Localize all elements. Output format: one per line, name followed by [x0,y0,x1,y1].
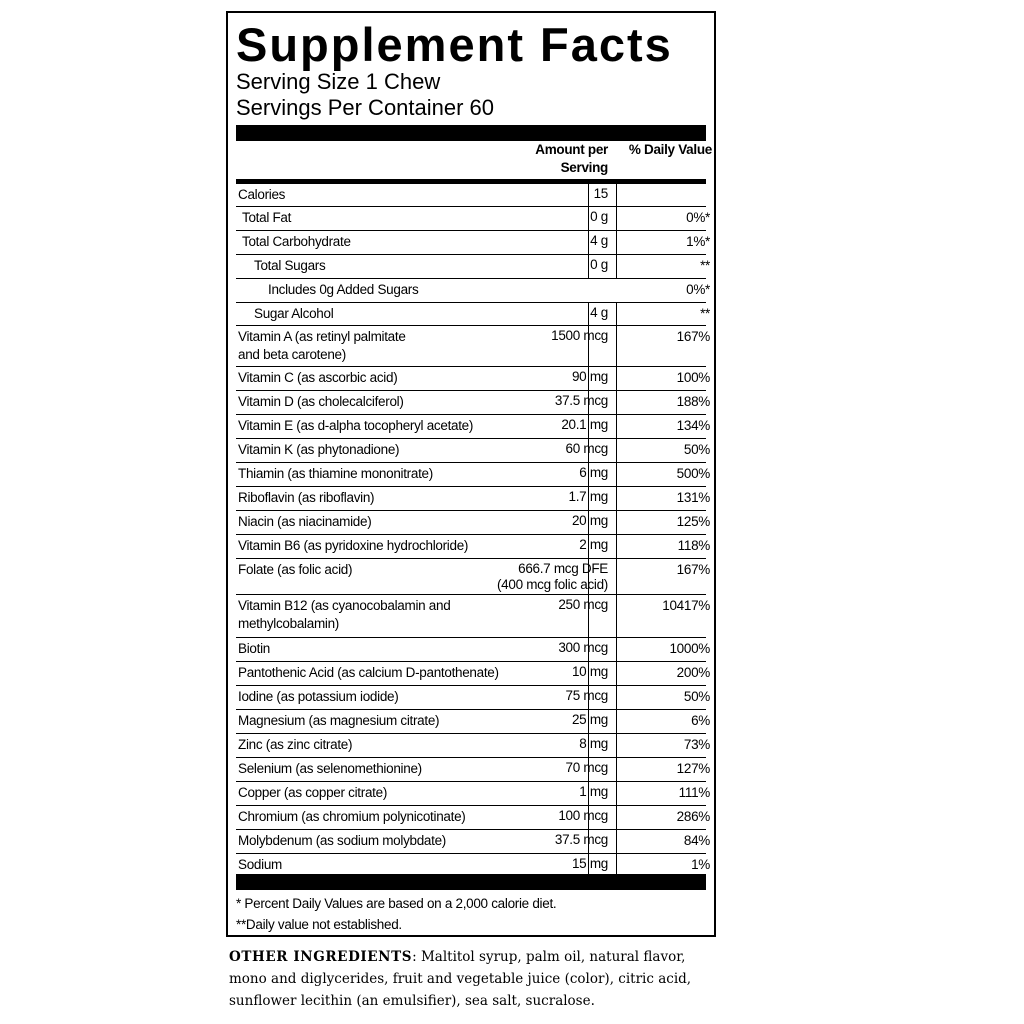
nutrient-name-line: Riboflavin (as riboflavin) [238,490,375,505]
daily-value: 10417% [662,598,710,613]
amount-per-serving [555,832,608,848]
column-divider [616,487,617,510]
nutrient-name [238,712,439,730]
daily-value: 0%* [686,282,710,297]
daily-value: 134% [676,418,710,433]
amount-line: 1 mg [579,784,608,799]
amount-line: 0 g [590,257,608,272]
nutrient-name-line: Vitamin B12 (as cyanocobalamin and [238,598,451,613]
nutrient-name [238,664,499,682]
amount-line: (400 mcg folic acid) [496,577,608,592]
table-row-total-carbohydrate [236,231,710,255]
amount-per-serving [579,736,608,752]
column-divider [616,806,617,829]
nutrient-name [238,465,433,483]
nutrient-name [268,281,418,299]
daily-value: 125% [676,514,710,529]
table-row-biotin [236,638,710,662]
column-divider [588,231,589,254]
nutrient-name [238,186,285,204]
other-ingredients-label: OTHER INGREDIENTS [229,949,413,965]
amount-per-serving [594,186,608,202]
nutrient-name [238,417,473,435]
table-row-total-fat [236,207,710,231]
nutrient-name [238,688,398,706]
nutrient-name-line: Vitamin C (as ascorbic acid) [238,370,398,385]
table-row-vitamin-k [236,439,710,463]
amount-per-serving [558,640,608,656]
column-header-daily-value: % Daily Value [628,142,712,157]
amount-per-serving [569,489,608,505]
column-divider [616,734,617,757]
nutrient-name-line: Vitamin D (as cholecalciferol) [238,394,404,409]
amount-per-serving [579,465,608,481]
amount-per-serving [579,784,608,800]
nutrient-name [238,441,399,459]
column-divider [616,758,617,781]
daily-value: 84% [683,833,710,848]
nutrient-name [238,736,352,754]
amount-per-serving [572,712,608,728]
amount-line: 2 mg [579,537,608,552]
column-header-amount-line2: Serving [560,160,608,175]
daily-value: 100% [676,370,710,385]
column-divider [616,463,617,486]
table-row-niacin [236,511,710,535]
amount-line: 37.5 mcg [554,832,608,847]
column-divider [616,439,617,462]
amount-per-serving [566,760,608,776]
column-divider [616,303,617,325]
amount-per-serving [572,513,608,529]
panel-title: Supplement Facts [236,18,673,71]
amount-line: 4 g [590,233,608,248]
amount-per-serving [555,393,608,409]
amount-line: 70 mcg [565,760,608,775]
amount-line: 90 mg [571,369,608,384]
daily-value: 73% [683,737,710,752]
column-divider [616,231,617,254]
nutrient-name [238,561,352,579]
daily-value: 200% [676,665,710,680]
daily-value: 1% [691,857,710,872]
nutrient-name-line: Sodium [238,857,282,872]
nutrient-name-line: Total Fat [242,210,292,225]
nutrient-name-line: Zinc (as zinc citrate) [238,737,353,752]
daily-value: 167% [676,562,710,577]
nutrient-name-line: Copper (as copper citrate) [238,785,388,800]
nutrient-name [238,369,397,387]
amount-line: 1.7 mg [568,489,608,504]
column-divider [616,255,617,278]
amount-line: 75 mcg [565,688,608,703]
column-divider [616,595,617,637]
daily-value: 167% [676,329,710,344]
nutrient-name-line: Selenium (as selenomethionine) [238,761,422,776]
nutrient-name-line: Niacin (as niacinamide) [238,514,372,529]
amount-per-serving [566,688,608,704]
other-ingredients [229,946,709,1012]
daily-value: 6% [691,713,710,728]
table-row-molybdenum [236,830,710,854]
table-row-thiamin [236,463,710,487]
nutrient-name-line: Calories [238,187,286,202]
other-ingredients-text: : Maltitol syrup, palm oil, natural flavor, mono and diglycerides, fruit and vegetable juice (color), citric acid, sunflower lecithin (an emulsifier), sea salt, sucralose. [229,949,692,1009]
nutrient-name [238,640,270,658]
table-row-riboflavin [236,487,710,511]
column-divider [616,662,617,685]
amount-per-serving [561,417,608,433]
nutrient-name [238,760,422,778]
amount-per-serving [590,305,608,321]
amount-line: 25 mg [571,712,608,727]
nutrient-name [238,856,282,874]
table-row-selenium [236,758,710,782]
amount-line: 20 mg [571,513,608,528]
amount-line: 4 g [590,305,608,320]
nutrient-name [238,537,468,555]
amount-per-serving [551,328,608,344]
amount-line: 6 mg [579,465,608,480]
nutrient-name-line: Biotin [238,641,270,656]
nutrient-name-line: Sugar Alcohol [254,306,334,321]
amount-line: 15 [593,186,608,201]
amount-per-serving [579,537,608,553]
amount-line: 666.7 mcg DFE [518,561,608,576]
daily-value: 131% [676,490,710,505]
nutrient-name-line: Chromium (as chromium polynicotinate) [238,809,466,824]
nutrient-name [254,305,333,323]
daily-value: 111% [678,785,710,800]
amount-per-serving [572,664,608,680]
table-row-vitamin-d [236,391,710,415]
nutrient-name [242,233,351,251]
amount-per-serving [572,856,608,872]
nutrient-name [238,328,406,364]
amount-per-serving [590,257,608,273]
column-divider [616,710,617,733]
nutrient-name-line: Vitamin A (as retinyl palmitate [238,329,406,344]
nutrient-name-line: Total Carbohydrate [242,234,351,249]
column-divider [616,535,617,558]
nutrient-name [238,597,450,633]
nutrient-name-line: Magnesium (as magnesium citrate) [238,713,440,728]
daily-value: 50% [683,442,710,457]
nutrient-name [254,257,325,275]
nutrient-name [238,489,374,507]
nutrient-name-line: and beta carotene) [238,347,346,362]
footnote-percent-daily-value: * Percent Daily Values are based on a 2,000 calorie diet. [236,896,557,911]
daily-value: 1000% [669,641,710,656]
nutrient-name-line: Pantothenic Acid (as calcium D-pantothenate) [238,665,499,680]
daily-value: 118% [677,538,710,553]
column-divider [616,326,617,366]
amount-per-serving [558,597,608,613]
daily-value: ** [700,306,710,321]
table-row-vitamin-b12 [236,595,710,638]
amount-line: 0 g [590,209,608,224]
amount-line: 300 mcg [558,640,608,655]
supplement-facts-panel [226,11,716,937]
table-row-pantothenic-acid [236,662,710,686]
table-row-added-sugars [236,279,710,303]
table-row-total-sugars [236,255,710,279]
serving-size: Serving Size 1 Chew [236,69,441,94]
nutrient-name [238,513,371,531]
daily-value: ** [700,258,710,273]
footer-thick-rule [236,874,706,890]
nutrient-name-line: Vitamin K (as phytonadione) [238,442,400,457]
amount-per-serving [590,209,608,225]
amount-per-serving [572,369,608,385]
daily-value: 0%* [686,210,710,225]
table-row-zinc [236,734,710,758]
table-row-copper [236,782,710,806]
column-divider [588,207,589,230]
nutrient-name [238,784,387,802]
daily-value: 286% [676,809,710,824]
nutrient-name [238,393,404,411]
header-thick-rule [236,125,706,141]
daily-value: 50% [683,689,710,704]
column-divider [616,207,617,230]
amount-line: 60 mcg [565,441,608,456]
nutrient-name-line: Molybdenum (as sodium molybdate) [238,833,446,848]
column-divider [616,638,617,661]
amount-per-serving [497,561,608,593]
column-divider [616,367,617,390]
column-divider [588,255,589,278]
nutrient-name [242,209,291,227]
nutrient-name-line: Total Sugars [254,258,326,273]
nutrient-name-line: Iodine (as potassium iodide) [238,689,399,704]
nutrient-name-line: methylcobalamin) [238,616,339,631]
servings-per-container: Servings Per Container 60 [236,95,495,120]
nutrient-name [238,832,446,850]
nutrient-name-line: Folate (as folic acid) [238,562,353,577]
table-row-sugar-alcohol [236,303,710,326]
table-row-iodine [236,686,710,710]
column-divider [616,415,617,438]
daily-value: 127% [676,761,710,776]
column-divider [616,184,617,206]
column-divider [616,391,617,414]
column-divider [616,511,617,534]
nutrient-table [236,184,710,878]
nutrient-name-line: Vitamin B6 (as pyridoxine hydrochloride) [238,538,469,553]
amount-line: 250 mcg [558,597,608,612]
nutrient-name-line: Thiamin (as thiamine mononitrate) [238,466,433,481]
amount-line: 10 mg [571,664,608,679]
amount-per-serving [590,233,608,249]
column-divider [588,303,589,325]
column-divider [616,782,617,805]
table-row-folate [236,559,710,595]
footnote-not-established: **Daily value not established. [236,917,402,932]
nutrient-name [238,808,465,826]
table-row-vitamin-b6 [236,535,710,559]
column-divider [616,830,617,853]
daily-value: 1%* [686,234,710,249]
table-row-calories [236,184,706,207]
amount-line: 100 mcg [558,808,608,823]
amount-line: 20.1 mg [561,417,608,432]
nutrient-name-line: Vitamin E (as d-alpha tocopheryl acetate) [238,418,474,433]
amount-per-serving [566,441,608,457]
table-row-vitamin-e [236,415,710,439]
daily-value: 500% [676,466,710,481]
table-row-vitamin-c [236,367,710,391]
table-row-chromium [236,806,710,830]
column-divider [616,686,617,709]
amount-line: 37.5 mcg [554,393,608,408]
table-row-vitamin-a [236,326,710,367]
amount-line: 1500 mcg [551,328,608,343]
nutrient-name-line: Includes 0g Added Sugars [268,282,419,297]
amount-line: 15 mg [571,856,608,871]
column-header-amount-line1: Amount per [535,142,608,157]
amount-line: 8 mg [579,736,608,751]
table-row-magnesium [236,710,710,734]
column-header-amount [518,141,608,177]
column-divider [616,559,617,594]
daily-value: 188% [676,394,710,409]
amount-per-serving [558,808,608,824]
column-divider [588,184,589,206]
